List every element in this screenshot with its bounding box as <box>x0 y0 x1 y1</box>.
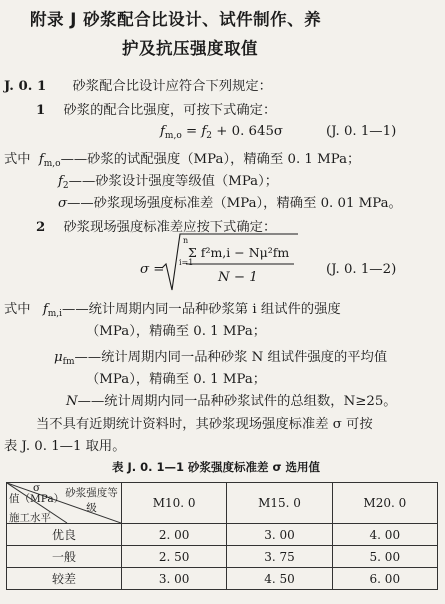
def-symbol-sub: fm <box>62 357 75 367</box>
def-sigma <box>58 192 402 211</box>
formula1-lhs: f <box>160 124 165 139</box>
def-symbol: f <box>58 174 63 189</box>
def-symbol: N <box>66 394 78 409</box>
formula2-denominator: N − 1 <box>218 270 258 285</box>
item-1 <box>36 99 276 118</box>
formula1-rhs-rest: + 0. 645σ <box>212 124 283 139</box>
table-cell: 2. 00 <box>122 524 227 546</box>
table-cell: 4. 00 <box>332 524 437 546</box>
formula1-lhs-sub: m,o <box>164 131 182 141</box>
def-symbol-sub: 2 <box>62 181 69 191</box>
def-symbol: σ <box>58 196 68 211</box>
column-header: M10. 0 <box>122 483 227 524</box>
table-row <box>7 546 438 568</box>
sum-top: n <box>183 236 189 245</box>
def-fmi-line2: （MPa），精确至 0. 1 MPa； <box>86 324 267 339</box>
item-2-number: 2 <box>36 220 46 235</box>
corner-construction-level: 施工水平 <box>9 512 51 524</box>
def-mu-line2: （MPa），精确至 0. 1 MPa； <box>86 372 267 387</box>
def-symbol: f <box>38 152 44 167</box>
table-row <box>7 568 438 590</box>
item-1-number: 1 <box>36 103 46 118</box>
def-text: ——统计周期内同一品种砂浆试件的总组数，N≥25。 <box>77 394 397 409</box>
formula-j-0-1-1: $f_{m,o} = f_2 + 0$. 645σ <box>160 124 283 141</box>
def-text: ——砂浆设计强度等级值（MPa）； <box>68 174 279 189</box>
def-prefix: 式中 <box>4 302 31 317</box>
table-cell: 2. 50 <box>122 546 227 568</box>
def-symbol: μ <box>54 350 63 365</box>
appendix-title-line1: 附录 J 砂浆配合比设计、试件制作、养 <box>30 10 322 29</box>
table-row <box>7 524 438 546</box>
formula1-rhs-sub: 2 <box>206 131 213 141</box>
table-cell: 3. 00 <box>227 524 332 546</box>
table-cell: 3. 00 <box>122 568 227 590</box>
def-fmi <box>4 298 341 319</box>
column-header: M20. 0 <box>332 483 437 524</box>
def-symbol-sub: m,o <box>43 159 61 169</box>
section-number: J. 0. 1 <box>4 79 47 94</box>
formula1-label: (J. 0. 1—1) <box>326 124 397 139</box>
formula2-lhs: σ = <box>140 262 165 277</box>
def-text: ——砂浆的试配强度（MPa），精确至 0. 1 MPa； <box>60 152 361 167</box>
section-text: 砂浆配合比设计应符合下列规定： <box>72 79 272 94</box>
note-line2: 表 J. 0. 1—1 取用。 <box>4 439 126 454</box>
corner-sigma-value: σ 值（MPa） <box>9 482 65 505</box>
formula1-rhs-f: f <box>201 124 207 139</box>
def-fmo <box>4 148 360 169</box>
item-1-text: 砂浆的配合比强度，可按下式确定： <box>63 103 277 118</box>
table-caption: 表 J. 0. 1—1 砂浆强度标准差 σ 选用值 <box>112 460 320 474</box>
row-label: 一般 <box>7 546 122 568</box>
def-text: ——统计周期内同一品种砂浆 N 组试件强度的平均值 <box>74 350 388 365</box>
def-symbol: f <box>42 302 48 317</box>
section-j-0-1 <box>4 75 272 94</box>
def-f2 <box>58 170 278 191</box>
def-text: ——统计周期内同一品种砂浆第 i 组试件的强度 <box>62 302 341 317</box>
row-label: 较差 <box>7 568 122 590</box>
column-header: M15. 0 <box>227 483 332 524</box>
def-prefix: 式中 <box>4 152 31 167</box>
formula2-label: (J. 0. 1—2) <box>326 262 397 277</box>
corner-strength-grade: 砂浆强度等级 <box>65 487 118 514</box>
table-cell: 4. 50 <box>227 568 332 590</box>
item-2-text: 砂浆现场强度标准差应按下式确定： <box>63 220 277 235</box>
def-n <box>66 390 397 409</box>
table-cell: 6. 00 <box>332 568 437 590</box>
appendix-title-line2: 护及抗压强度取值 <box>122 39 258 58</box>
table-cell: 3. 75 <box>227 546 332 568</box>
table-cell: 5. 00 <box>332 546 437 568</box>
row-label: 优良 <box>7 524 122 546</box>
def-symbol-sub: m,i <box>47 309 63 319</box>
note-line1: 当不具有近期统计资料时，其砂浆现场强度标准差 σ 可按 <box>36 417 373 432</box>
formula2-numerator: Σ f²m,i − Nμ²fm <box>188 245 290 260</box>
def-mu <box>54 346 387 367</box>
sum-bottom: i=1 <box>179 258 194 267</box>
sigma-table <box>6 482 438 590</box>
table-corner-cell <box>7 483 122 524</box>
def-text: ——砂浆现场强度标准差（MPa），精确至 0. 01 MPa。 <box>67 196 402 211</box>
